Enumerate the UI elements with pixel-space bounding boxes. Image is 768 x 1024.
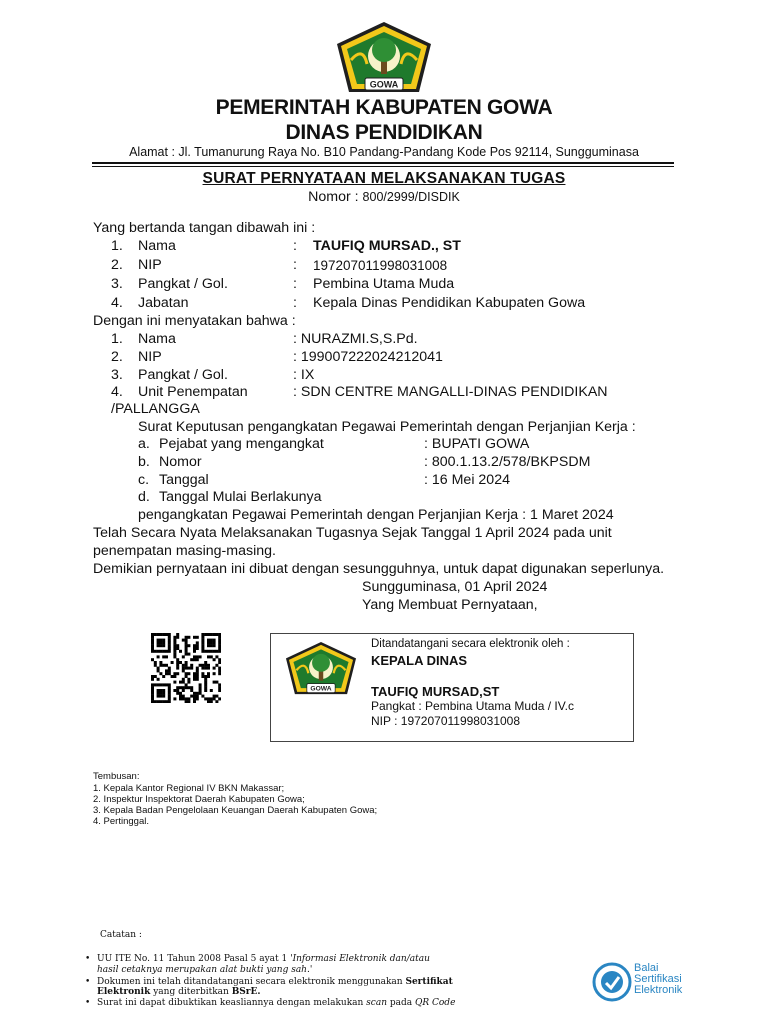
tembusan-item-2: 2. Inspektur Inspektorat Daerah Kabupaten Gowa; bbox=[93, 794, 305, 805]
header-line2: DINAS PENDIDIKAN bbox=[285, 121, 483, 144]
employee-no-3: 3. bbox=[111, 367, 123, 383]
gowa-logo-top bbox=[333, 20, 435, 102]
signature-box bbox=[270, 633, 634, 742]
note-2-line2: Elektronik yang diterbitkan BSrE. bbox=[97, 987, 261, 997]
bullet-3: • bbox=[85, 998, 91, 1008]
sk-no-d: d. bbox=[138, 489, 150, 505]
signer-label-2: NIP bbox=[138, 257, 162, 273]
maker-label: Yang Membuat Pernyataan, bbox=[362, 597, 538, 613]
sk-no-a: a. bbox=[138, 436, 150, 452]
nomor-line bbox=[0, 188, 768, 207]
sk-value-c: : 16 Mei 2024 bbox=[424, 472, 510, 488]
bsre-text bbox=[634, 963, 682, 996]
header-rule-thick bbox=[92, 162, 674, 164]
signer-sep-2: : bbox=[293, 257, 297, 273]
sk-value-a: : BUPATI GOWA bbox=[424, 436, 530, 452]
signer-no-2: 2. bbox=[111, 257, 123, 273]
document-title: SURAT PERNYATAAN MELAKSANAKAN TUGAS bbox=[202, 170, 566, 187]
signer-no-4: 4. bbox=[111, 295, 123, 311]
catatan-heading: Catatan : bbox=[100, 930, 142, 940]
employee-label-1: Nama bbox=[138, 331, 176, 347]
employee-label-3: Pangkat / Gol. bbox=[138, 367, 228, 383]
bsre-line3: Elektronik bbox=[634, 984, 683, 996]
note-1-line1: UU ITE No. 11 Tahun 2008 Pasal 5 ayat 1 'Informasi Elektronik dan/atau bbox=[97, 954, 430, 964]
sk-label-c: Tanggal bbox=[159, 472, 209, 488]
nomor-label: Nomor : bbox=[308, 189, 359, 205]
employee-no-2: 2. bbox=[111, 349, 123, 365]
qr-code bbox=[151, 633, 221, 703]
signer-sep-3: : bbox=[293, 276, 297, 292]
statement-text: Dengan ini menyatakan bahwa : bbox=[93, 313, 296, 329]
employee-name: : NURAZMI.S,S.Pd. bbox=[293, 331, 418, 347]
tembusan-item-1: 1. Kepala Kantor Regional IV BKN Makassar; bbox=[93, 783, 285, 794]
sk-value-b: : 800.1.13.2/578/BKPSDM bbox=[424, 454, 591, 470]
employee-label-4: Unit Penempatan bbox=[138, 384, 248, 400]
paragraph-2: Demikian pernyataan ini dibuat dengan sesungguhnya, untuk dapat digunakan seperlunya. bbox=[93, 561, 665, 577]
signer-sep-4: : bbox=[293, 295, 297, 311]
header-line1: PEMERINTAH KABUPATEN GOWA bbox=[215, 96, 553, 119]
paragraph-1-line1: Telah Secara Nyata Melaksanakan Tugasnya Sejak Tanggal 1 April 2024 pada unit bbox=[93, 525, 612, 541]
employee-no-1: 1. bbox=[111, 331, 123, 347]
signer-label-3: Pangkat / Gol. bbox=[138, 276, 228, 292]
gowa-logo-signature bbox=[283, 638, 359, 704]
signer-no-3: 3. bbox=[111, 276, 123, 292]
sk-effective: pengangkatan Pegawai Pemerintah dengan Perjanjian Kerja : 1 Maret 2024 bbox=[138, 507, 614, 523]
bsre-line2: Sertifikasi bbox=[634, 973, 682, 985]
esign-note: Ditandatangani secara elektronik oleh : bbox=[371, 638, 570, 650]
signer-position: Kepala Dinas Pendidikan Kabupaten Gowa bbox=[313, 295, 586, 311]
header-address: Alamat : Jl. Tumanurung Raya No. B10 Pandang-Pandang Kode Pos 92114, Sungguminasa bbox=[129, 145, 639, 159]
bullet-1: • bbox=[85, 954, 91, 964]
signer-no-1: 1. bbox=[111, 238, 123, 254]
esign-rank: Pangkat : Pembina Utama Muda / IV.c bbox=[371, 699, 574, 713]
signer-sep-1: : bbox=[293, 238, 297, 254]
note-2-line1: Dokumen ini telah ditandatangani secara elektronik menggunakan Sertifikat bbox=[97, 977, 453, 987]
bsre-line1: Balai bbox=[634, 962, 659, 974]
intro-text: Yang bertanda tangan dibawah ini : bbox=[93, 220, 316, 236]
note-1-line2: hasil cetaknya merupakan alat bukti yang sah.' bbox=[97, 965, 313, 975]
place-date: Sungguminasa, 01 April 2024 bbox=[362, 579, 548, 595]
tembusan-item-4: 4. Pertinggal. bbox=[93, 816, 149, 827]
sk-no-c: c. bbox=[138, 472, 150, 488]
sk-intro: Surat Keputusan pengangkatan Pegawai Pemerintah dengan Perjanjian Kerja : bbox=[138, 419, 636, 435]
esign-name: TAUFIQ MURSAD,ST bbox=[371, 684, 500, 699]
bullet-2: • bbox=[85, 977, 91, 987]
employee-rank: : IX bbox=[293, 367, 315, 383]
signer-nip: 197207011998031008 bbox=[313, 258, 448, 273]
note-3: Surat ini dapat dibuktikan keasliannya dengan melakukan scan pada QR Code bbox=[97, 998, 456, 1008]
sk-label-b: Nomor bbox=[159, 454, 202, 470]
esign-nip: NIP : 197207011998031008 bbox=[371, 714, 521, 728]
sk-no-b: b. bbox=[138, 454, 150, 470]
logo-text-small: GOWA bbox=[310, 685, 332, 693]
header-rule-thin bbox=[92, 166, 674, 167]
signer-rank: Pembina Utama Muda bbox=[313, 276, 455, 292]
tembusan-item-3: 3. Kepala Badan Pengelolaan Keuangan Daerah Kabupaten Gowa; bbox=[93, 805, 378, 816]
signer-label-4: Jabatan bbox=[138, 295, 189, 311]
bsre-icon bbox=[592, 962, 632, 1002]
employee-no-4: 4. bbox=[111, 384, 123, 400]
sk-label-d: Tanggal Mulai Berlakunya bbox=[159, 489, 322, 505]
sk-label-a: Pejabat yang mengangkat bbox=[159, 436, 324, 452]
esign-position: KEPALA DINAS bbox=[371, 653, 468, 668]
employee-label-2: NIP bbox=[138, 349, 162, 365]
paragraph-1-line2: penempatan masing-masing. bbox=[93, 543, 276, 559]
nomor-value: 800/2999/DISDIK bbox=[362, 190, 460, 204]
signer-label-1: Nama bbox=[138, 238, 176, 254]
employee-nip: : 199007222024212041 bbox=[293, 349, 443, 365]
employee-unit: : SDN CENTRE MANGALLI-DINAS PENDIDIKAN bbox=[293, 384, 608, 400]
employee-unit-cont: /PALLANGGA bbox=[111, 401, 200, 417]
signer-name: TAUFIQ MURSAD., ST bbox=[313, 238, 461, 254]
tembusan-heading: Tembusan: bbox=[93, 771, 140, 782]
logo-text: GOWA bbox=[369, 79, 399, 90]
